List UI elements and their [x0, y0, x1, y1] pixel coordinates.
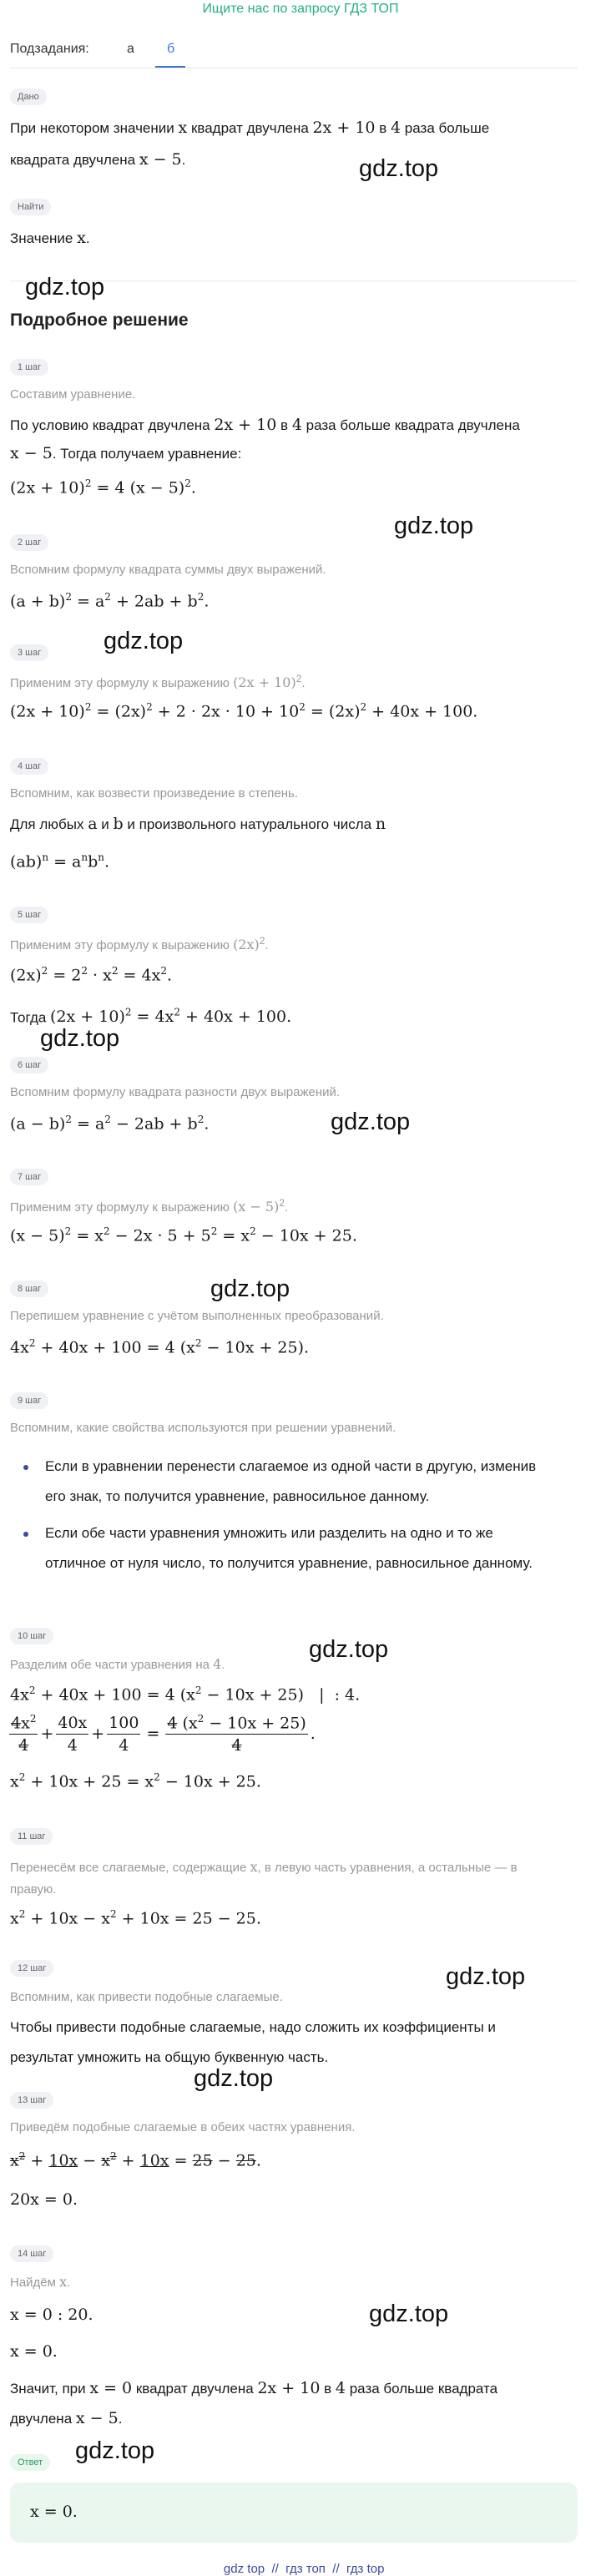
step-13-formula-2: 20x = 0. — [10, 2190, 78, 2209]
step-5-formula-1: $(2x)^2 = 2^2 \cdot x^2 = 4x^2$. — [10, 965, 172, 985]
step-10-formula-3: $x^2 + 10x + 25 = x^2 - 10x + 25$. — [10, 1771, 261, 1791]
step-5-badge: 5 шаг — [10, 907, 48, 923]
step-4-hint: Вспомним, как возвести произведение в степень. — [10, 786, 299, 801]
step-1-text-2: x − 5. Тогда получаем уравнение: — [10, 444, 242, 462]
step-14-formula-2: x = 0. — [10, 2342, 58, 2361]
step-14-conclusion-2: двучлена x − 5. — [10, 2409, 123, 2427]
step-3-badge: 3 шаг — [10, 644, 48, 661]
watermark: gdz.top — [309, 1636, 389, 1663]
step-11-hint: Перенесём все слагаемые, содержащие x, в левую часть уравнения, а остальные — в правую. — [10, 1859, 518, 1897]
watermark: gdz.top — [446, 1963, 526, 1990]
step-2-badge: 2 шаг — [10, 534, 48, 551]
step-9-hint: Вспомним, какие свойства используются при решении уравнений. — [10, 1421, 396, 1435]
step-4-badge: 4 шаг — [10, 758, 48, 775]
watermark: gdz.top — [369, 2301, 449, 2327]
step-11-badge: 11 шаг — [10, 1828, 53, 1845]
step-7-hint: Применим эту формулу к выражению $(x - 5)^2$. — [10, 1197, 289, 1215]
given-line-1: При некотором значении x квадрат двучлена 2x + 10 в 4 раза больше — [10, 119, 490, 137]
step-5-hint: Применим эту формулу к выражению $(2x)^2$. — [10, 935, 269, 952]
step-6-badge: 6 шаг — [10, 1057, 48, 1073]
watermark: gdz.top — [394, 513, 474, 539]
bullet-dot — [23, 1465, 28, 1470]
given-line-2: квадрата двучлена x − 5. — [10, 150, 186, 169]
step-6-hint: Вспомним формулу квадрата разности двух выражений. — [10, 1085, 341, 1099]
step-2-hint: Вспомним формулу квадрата суммы двух выражений. — [10, 563, 326, 577]
step-3-formula: $(2x + 10)^2 = (2x)^2 + 2 \cdot 2x \cdot 10 + 10^2 = (2x)^2 + 40x + 100$. — [10, 701, 478, 721]
footer-links: gdz top // гдз топ // гдз top — [223, 2562, 385, 2576]
solution-title: Подробное решение — [10, 311, 189, 330]
footer-link-3[interactable]: гдз top — [346, 2562, 385, 2576]
answer-box — [10, 2483, 578, 2543]
footer-link-2[interactable]: гдз топ — [285, 2562, 326, 2576]
given-badge: Дано — [10, 88, 47, 105]
step-10-hint: Разделим обе части уравнения на 4. — [10, 1656, 225, 1672]
step-6-formula: $(a - b)^2 = a^2 - 2ab + b^2$. — [10, 1114, 210, 1134]
step-13-badge: 13 шаг — [10, 2092, 53, 2109]
step-1-formula: $(2x + 10)^2 = 4$ $(x - 5)^2$. — [10, 477, 196, 498]
answer-value: x = 0. — [30, 2503, 78, 2521]
step-14-conclusion-1: Значит, при x = 0 квадрат двучлена 2x + 10 в 4 раза больше квадрата — [10, 2379, 498, 2397]
tab-subtask-b[interactable]: б — [167, 42, 175, 56]
step-3-hint: Применим эту формулу к выражению $(2x + 10)^2$. — [10, 673, 306, 690]
top-search-link[interactable]: Ищите нас по запросу ГДЗ ТОП — [202, 2, 399, 16]
watermark: gdz.top — [25, 274, 105, 301]
find-badge: Найти — [10, 199, 51, 215]
watermark: gdz.top — [331, 1109, 411, 1135]
step-8-hint: Перепишем уравнение с учётом выполненных преобразований. — [10, 1309, 384, 1323]
step-14-hint: Найдём x. — [10, 2274, 71, 2290]
step-8-badge: 8 шаг — [10, 1280, 48, 1297]
watermark: gdz.top — [210, 1275, 290, 1302]
step-9-bullet-2: Если обе части уравнения умножить или разделить на одно и то же отличное от нуля число, то получится уравнение, равносильное данному. — [45, 1525, 533, 1571]
find-text: Значение x. — [10, 229, 90, 247]
step-13-hint: Приведём подобные слагаемые в обеих частях уравнения. — [10, 2120, 356, 2134]
step-10-badge: 10 шаг — [10, 1628, 53, 1644]
watermark: gdz.top — [75, 2437, 155, 2464]
step-9-bullet-1: Если в уравнении перенести слагаемое из одной части в другую, изменив его знак, то получится уравнение, равносильное данному. — [45, 1458, 537, 1504]
step-7-badge: 7 шаг — [10, 1169, 48, 1185]
step-12-badge: 12 шаг — [10, 1960, 53, 1977]
watermark: gdz.top — [104, 628, 184, 654]
watermark: gdz.top — [40, 1025, 120, 1052]
step-1-text-1: По условию квадрат двучлена 2x + 10 в 4 раза больше квадрата двучлена — [10, 416, 520, 434]
bullet-dot — [23, 1532, 28, 1537]
step-10-formula-1: $4x^2 + 40x + 100 = 4$ $(x^2 - 10x + 25)$ | : 4. — [10, 1685, 361, 1705]
subtasks-label: Подзадания: — [10, 42, 89, 56]
step-14-badge: 14 шаг — [10, 2245, 53, 2262]
watermark: gdz.top — [359, 155, 439, 182]
step-10-fractions: $\frac{4x^2}{4}$ + $\frac{40x}{4}$ + $\frac{100}{4}$ = $\frac{4 (x^2 - 10x + 25)}{4}$ . — [11, 1713, 316, 1755]
step-12-hint: Вспомним, как привести подобные слагаемые. — [10, 1990, 283, 2004]
answer-badge: Ответ — [10, 2454, 50, 2471]
watermark: gdz.top — [194, 2065, 274, 2092]
step-4-formula: $(ab)^n = a^nb^n$. — [10, 851, 110, 871]
step-13-formula-1: $x^2 + 10x - x^2 + 10x = 25 - 25$. — [10, 2150, 261, 2170]
step-4-text: Для любых a и b и произвольного натурального числа n — [10, 815, 386, 833]
step-5-formula-2: Тогда $(2x + 10)^2 = 4x^2 + 40x + 100$. — [10, 1007, 292, 1027]
tab-subtask-a[interactable]: а — [127, 42, 134, 56]
step-1-hint: Составим уравнение. — [10, 387, 136, 402]
step-11-formula: $x^2 + 10x - x^2 + 10x = 25 - 25$. — [10, 1908, 261, 1928]
step-1-badge: 1 шаг — [10, 359, 48, 376]
step-14-formula-1: x = 0 : 20. — [10, 2306, 93, 2324]
step-9-badge: 9 шаг — [10, 1392, 48, 1409]
step-8-formula: $4x^2 + 40x + 100 = 4$ $(x^2 - 10x + 25)$. — [10, 1337, 310, 1357]
step-2-formula: $(a + b)^2 = a^2 + 2ab + b^2$. — [10, 591, 210, 611]
step-7-formula: $(x - 5)^2 = x^2 - 2x \cdot 5 + 5^2 = x^2 - 10x + 25$. — [10, 1225, 357, 1245]
footer-link-1[interactable]: gdz top — [223, 2562, 265, 2576]
step-12-text: Чтобы привести подобные слагаемые, надо сложить их коэффициенты и результат умножить на общую буквенную часть. — [10, 2019, 496, 2065]
